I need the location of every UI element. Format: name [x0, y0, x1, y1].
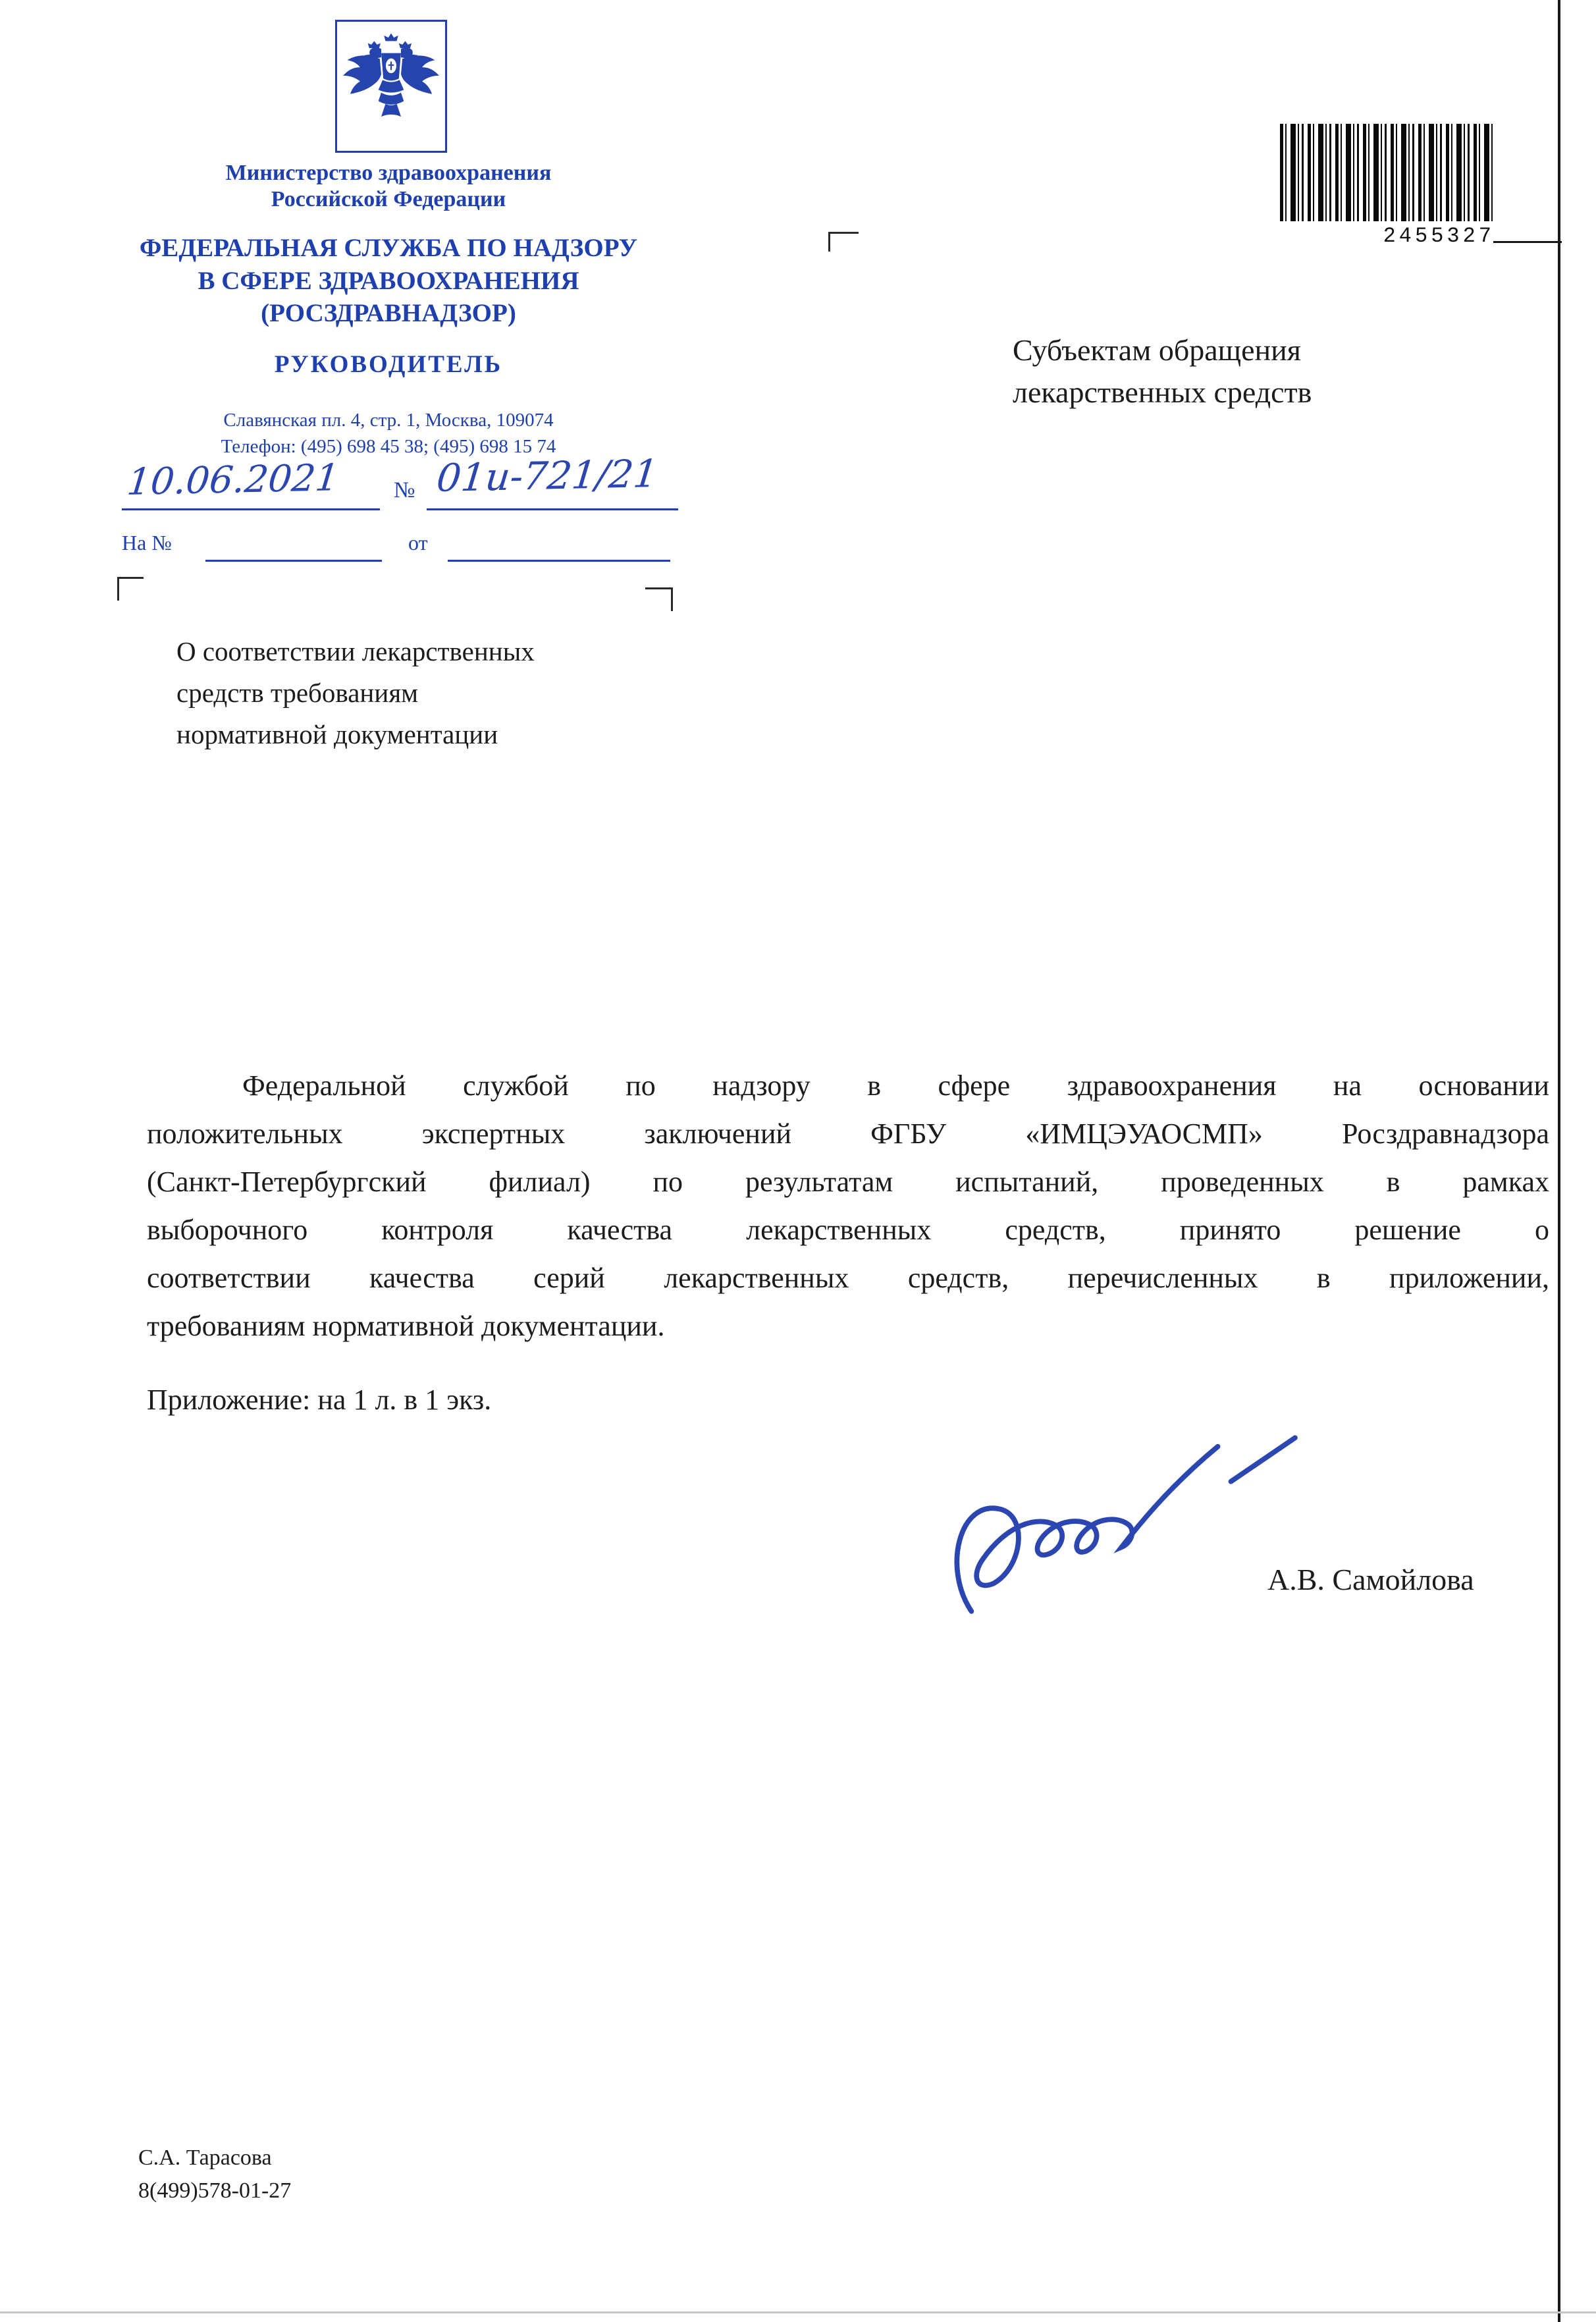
service-name-line1: ФЕДЕРАЛЬНАЯ СЛУЖБА ПО НАДЗОРУ [139, 234, 638, 262]
subject-line1: О соответствии лекарственных [176, 636, 535, 666]
ref-from-label: от [408, 531, 428, 554]
ministry-name-line2: Российской Федерации [271, 187, 506, 211]
field-corner-mark-right [645, 587, 673, 611]
barcode-number: 2455327 [1383, 224, 1495, 248]
executor-phone: 8(499)578-01-27 [138, 2178, 292, 2203]
ministry-name-line1: Министерство здравоохранения [225, 161, 552, 185]
attachment-note: Приложение: на 1 л. в 1 экз. [147, 1384, 492, 1416]
letterhead-address: Славянская пл. 4, стр. 1, Москва, 109074 [223, 410, 554, 431]
post-title: РУКОВОДИТЕЛЬ [274, 351, 503, 378]
coat-of-arms-box [335, 20, 447, 153]
body-line: соответствии качества серий лекарственных средств, перечисленных в приложении, [147, 1262, 1549, 1294]
scan-edge-line [1558, 0, 1560, 2322]
subject-block [176, 631, 535, 755]
executor-name: С.А. Тарасова [138, 2146, 272, 2170]
service-name-line3: (РОСЗДРАВНАДЗОР) [261, 299, 516, 327]
body-paragraph [147, 1062, 1549, 1350]
ref-number-rule [205, 560, 382, 562]
ref-from-rule [448, 560, 670, 562]
addressee-line1: Субъектам обращения [1013, 333, 1301, 367]
body-line: требованиям нормативной документации. [147, 1310, 665, 1342]
letterhead-phone: Телефон: (495) 698 45 38; (495) 698 15 74 [221, 436, 556, 457]
signer-name: А.В. Самойлова [1267, 1563, 1474, 1596]
ref-number-label: На № [122, 531, 172, 554]
coat-of-arms-eagle-icon [342, 28, 440, 145]
addressee-corner-mark [828, 232, 859, 252]
number-rule-line [427, 508, 678, 510]
body-line: Федеральной службой по надзору в сфере здравоохранения на основании [242, 1069, 1549, 1102]
subject-line3: нормативной документации [176, 719, 498, 749]
handwritten-number: 01и-721/21 [435, 451, 660, 500]
body-line: положительных экспертных заключений ФГБУ «ИМЦЭУАОСМП» Росздравнадзора [147, 1118, 1549, 1150]
executor-block [138, 2142, 291, 2207]
subject-line2: средств требованиям [176, 678, 419, 708]
barcode-tick-line [1493, 241, 1562, 243]
number-sign: № [394, 478, 415, 502]
field-corner-mark-left [117, 577, 144, 601]
barcode [1280, 124, 1495, 221]
service-name-line2: В СФЕРЕ ЗДРАВООХРАНЕНИЯ [198, 267, 579, 295]
body-line: выборочного контроля качества лекарственных средств, принято решение о [147, 1214, 1549, 1246]
date-rule-line [122, 508, 380, 510]
addressee-block [1013, 329, 1312, 414]
scan-bottom-line [0, 2311, 1596, 2313]
handwritten-date: 10.06.2021 [125, 456, 342, 504]
body-line: (Санкт-Петербургский филиал) по результатам испытаний, проведенных в рамках [147, 1166, 1549, 1198]
addressee-line2: лекарственных средств [1013, 375, 1312, 409]
signature-autograph [948, 1429, 1330, 1633]
